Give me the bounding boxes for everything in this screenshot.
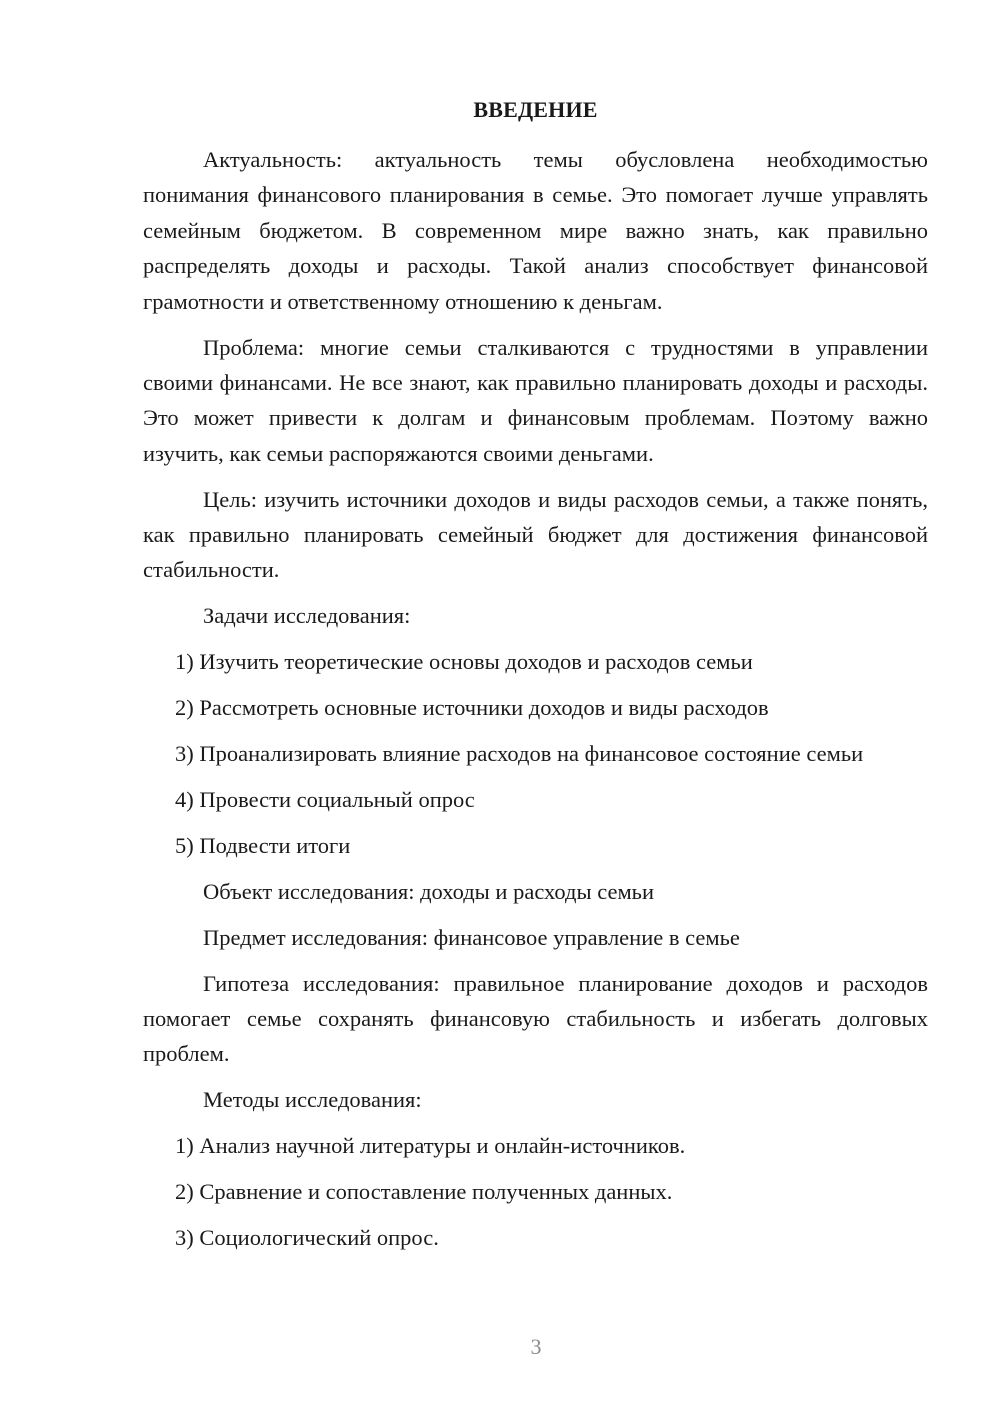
object-paragraph: Объект исследования: доходы и расходы семьи: [203, 878, 654, 904]
hypothesis-paragraph: Гипотеза исследования: правильное планирование доходов и расходов помогает семье сохранять финансовую стабильность и избегать долговых проблем.: [143, 970, 928, 1067]
problem-paragraph: Проблема: многие семьи сталкиваются с трудностями в управлении своими финансами. Не все знают, как правильно планировать доходы и расходы. Это может привести к долгам и финансовым проблемам. Поэтому важно изучить, как семьи распоряжаются своими деньгами.: [143, 334, 928, 466]
task-item: 4) Провести социальный опрос: [175, 787, 475, 812]
subject-paragraph: Предмет исследования: финансовое управление в семье: [203, 924, 740, 950]
method-item: 1) Анализ научной литературы и онлайн-источников.: [175, 1133, 686, 1159]
methods-list: [143, 1128, 928, 1255]
tasks-list: [143, 644, 928, 863]
method-item: 2) Сравнение и сопоставление полученных данных.: [175, 1179, 673, 1205]
section-heading: ВВЕДЕНИЕ: [473, 97, 598, 122]
task-item: 3) Проанализировать влияние расходов на финансовое состояние семьи: [175, 741, 864, 767]
task-item: 2) Рассмотреть основные источники доходов и виды расходов: [175, 695, 769, 721]
task-item: 5) Подвести итоги: [175, 832, 351, 858]
method-item: 3) Социологический опрос.: [175, 1225, 439, 1251]
document-page: [143, 94, 928, 1266]
page-number: 3: [530, 1334, 542, 1359]
relevance-paragraph: Актуальность: актуальность темы обусловлена необходимостью понимания финансового планирования в семье. Это помогает лучше управлять семейным бюджетом. В современном мире важно знать, как правильно распределять доходы и расходы. Такой анализ способствует финансовой грамотности и ответственному отношению к деньгам.: [143, 147, 928, 314]
goal-paragraph: Цель: изучить источники доходов и виды расходов семьи, а также понять, как правильно планировать семейный бюджет для достижения финансовой стабильности.: [143, 486, 928, 583]
tasks-title: Задачи исследования:: [203, 603, 411, 629]
task-item: 1) Изучить теоретические основы доходов и расходов семьи: [175, 649, 753, 675]
methods-title: Методы исследования:: [203, 1087, 422, 1113]
